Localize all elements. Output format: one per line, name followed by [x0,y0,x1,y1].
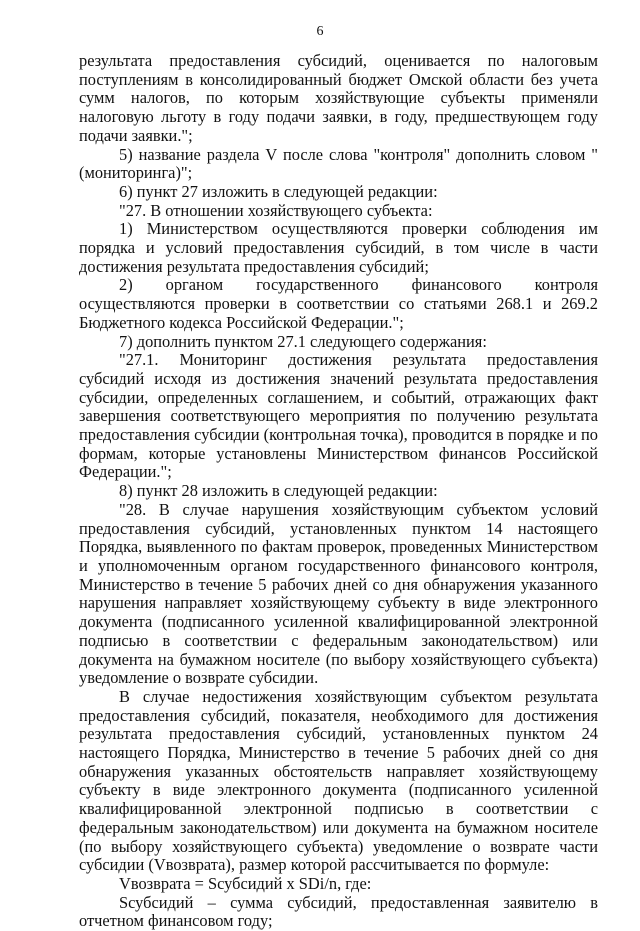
clause-27-item-1: 1) Министерством осуществляются проверки соблюдения им порядка и условий предоставления субсидий, в том числе в части достижения результата предоставления субсидий; [79,219,598,276]
clause-27-item-2: 2) органом государственного финансового контроля осуществляются проверки в соответствии со статьями 268.1 и 269.2 Бюджетного кодекса Российской Федерации."; [79,275,598,332]
amendment-item-7: 7) дополнить пунктом 27.1 следующего содержания: [119,331,487,351]
formula-definition-subsidy: Sсубсидий – сумма субсидий, предоставленная заявителю в отчетном финансовом году; [79,892,598,931]
clause-28-paragraph-2: В случае недостижения хозяйствующим субъектом результата предоставления субсидий, показателя, необходимого для достижения результата предоставления субсидий, установленных пунктом 24 настоящего Порядка, Министерство в течение 5 рабочих дней со дня обнаружения указанных обстоятельств направляет хозяйствующему субъекту в виде электронного документа (подписанного усиленной квалифицированной электронной подписью в соответствии с федеральным законодательством) или документа на бумажном носителе (по выбору хозяйствующего субъекта) уведомление о возврате части субсидии (Vвозврата), размер которой рассчитывается по формуле: [79,686,598,875]
refund-formula: Vвозврата = Sсубсидий x SDi/n, где: [119,873,372,893]
document-body [79,52,598,931]
clause-28-paragraph-1: "28. В случае нарушения хозяйствующим субъектом условий предоставления субсидий, установленных пунктом 14 настоящего Порядка, выявленного по фактам проверок, проведенных Министерством и уполномоченным органом государственного финансового контроля, Министерство в течение 5 рабочих дней со дня обнаружения указанного нарушения направляет хозяйствующему субъекту в виде электронного документа (подписанного усиленной квалифицированной электронной подписью в соответствии с федеральным законодательством) или документа на бумажном носителе (по выбору хозяйствующего субъекта) уведомление о возврате субсидии. [79,499,598,688]
amendment-item-5: 5) название раздела V после слова "контроля" дополнить словом "(мониторинга)"; [79,144,598,183]
clause-27-heading: "27. В отношении хозяйствующего субъекта: [119,200,433,220]
amendment-item-6: 6) пункт 27 изложить в следующей редакции: [119,181,438,201]
page-number: 6 [316,24,324,39]
clause-27-1: "27.1. Мониторинг достижения результата предоставления субсидий исходя из достижения значений результата предоставления субсидии, определенных соглашением, и событий, отражающих факт завершения соответствующего мероприятия по получению результата предоставления субсидии (контрольная точка), проводится в порядке и по формам, которые установлены Министерством финансов Российской Федерации."; [79,350,598,482]
amendment-item-8: 8) пункт 28 изложить в следующей редакции: [119,481,438,501]
paragraph-continuation: результата предоставления субсидий, оценивается по налоговым поступлениям в консолидированный бюджет Омской области без учета сумм налогов, по которым хозяйствующие субъекты применяли налоговую льготу в году подачи заявки, в году, предшествующем году подачи заявки."; [79,51,598,145]
